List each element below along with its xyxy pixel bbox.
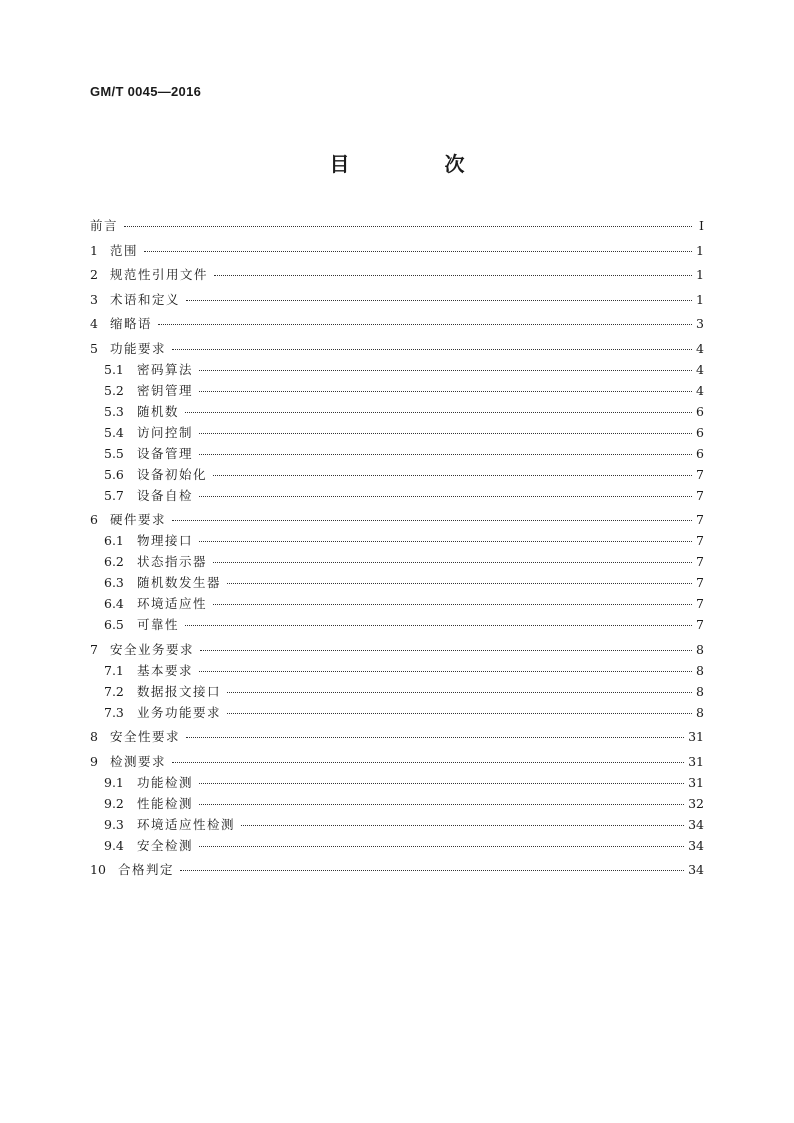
- toc-entry-page-number: 34: [688, 837, 704, 853]
- toc-section-entry[interactable]: [90, 215, 704, 236]
- toc-subsection-entry[interactable]: [90, 422, 704, 443]
- toc-entry-label: 检测要求: [110, 753, 167, 769]
- dot-leader: [213, 604, 692, 605]
- dot-leader: [199, 671, 692, 672]
- toc-entry-number: 5.2: [104, 382, 124, 398]
- toc-entry-label: 随机数: [137, 403, 180, 419]
- toc-entry-page-number: 6: [696, 403, 704, 419]
- toc-subsection-entry[interactable]: [90, 551, 704, 572]
- toc-subsection-entry[interactable]: [90, 359, 704, 380]
- dot-leader: [180, 870, 684, 871]
- toc-entry-page-number: 8: [696, 641, 704, 657]
- toc-entry-page-number: 31: [688, 753, 704, 769]
- toc-entry-number: 5.1: [104, 361, 124, 377]
- page-title: 目 次: [329, 152, 509, 176]
- toc-entry-label: 安全检测: [137, 837, 194, 853]
- toc-entry-label: 功能要求: [110, 340, 167, 356]
- toc-entry-label: 设备管理: [137, 445, 194, 461]
- toc-entry-page-number: 7: [696, 596, 704, 611]
- toc-entry-label: 规范性引用文件: [110, 267, 209, 282]
- toc-entry-label: 合格判定: [118, 862, 175, 877]
- dot-leader: [227, 692, 692, 693]
- toc-entry-label: 密钥管理: [137, 382, 194, 398]
- dot-leader: [185, 412, 692, 413]
- toc-entry-page-number: 6: [696, 445, 704, 461]
- toc-entry-number: 6.4: [104, 596, 124, 611]
- dot-leader: [213, 475, 692, 476]
- toc-entry-page-number: 1: [696, 242, 704, 258]
- dot-leader: [185, 625, 692, 626]
- toc-entry-number: 3: [90, 291, 98, 307]
- dot-leader: [124, 226, 692, 227]
- toc-entry-number: 9.3: [104, 816, 124, 832]
- toc-entry-number: 5.7: [104, 487, 124, 503]
- toc-subsection-entry[interactable]: [90, 464, 704, 485]
- document-code: GM/T 0045—2016: [90, 84, 202, 99]
- toc-entry-page-number: 7: [696, 617, 704, 632]
- toc-subsection-entry[interactable]: [90, 772, 704, 793]
- toc-entry-label: 安全业务要求: [110, 641, 195, 657]
- toc-entry-page-number: 3: [696, 316, 704, 331]
- toc-entry-label: 数据报文接口: [137, 683, 222, 699]
- dot-leader: [199, 541, 692, 542]
- toc-section-entry[interactable]: [90, 240, 704, 261]
- toc-entry-number: 4: [90, 316, 98, 331]
- dot-leader: [199, 433, 692, 434]
- dot-leader: [199, 846, 684, 847]
- toc-entry-label: 密码算法: [137, 361, 194, 377]
- toc-entry-number: 7: [90, 641, 98, 657]
- toc-entry-page-number: 4: [696, 382, 704, 398]
- toc-entry-number: 7.1: [104, 662, 124, 678]
- toc-section-entry[interactable]: [90, 264, 704, 285]
- toc-entry-label: 物理接口: [137, 533, 194, 548]
- toc-entry-page-number: 7: [696, 575, 704, 590]
- toc-subsection-entry[interactable]: [90, 485, 704, 506]
- toc-entry-number: 1: [90, 242, 98, 258]
- toc-entry-number: 5.5: [104, 445, 124, 461]
- toc-entry-number: 5.6: [104, 466, 124, 482]
- toc-entry-page-number: 31: [688, 729, 704, 744]
- toc-entry-number: 7.3: [104, 704, 124, 720]
- toc-subsection-entry[interactable]: [90, 793, 704, 814]
- toc-entry-label: 术语和定义: [110, 291, 181, 307]
- toc-subsection-entry[interactable]: [90, 593, 704, 614]
- toc-subsection-entry[interactable]: [90, 614, 704, 635]
- toc-entry-page-number: I: [699, 218, 704, 233]
- toc-entry-page-number: 7: [696, 466, 704, 482]
- toc-entry-label: 前言: [90, 218, 119, 233]
- toc-entry-label: 安全性要求: [110, 729, 181, 744]
- toc-entry-label: 缩略语: [110, 316, 153, 331]
- toc-entry-page-number: 31: [688, 774, 704, 790]
- toc-subsection-entry[interactable]: [90, 702, 704, 723]
- dot-leader: [199, 804, 684, 805]
- dot-leader: [227, 713, 692, 714]
- toc-entry-number: 9.1: [104, 774, 124, 790]
- dot-leader: [172, 520, 692, 521]
- toc-entry-number: 5.3: [104, 403, 124, 419]
- toc-entry-number: 6: [90, 512, 98, 527]
- toc-entry-label: 环境适应性: [137, 596, 208, 611]
- toc-entry-label: 范围: [110, 242, 139, 258]
- toc-entry-page-number: 7: [696, 512, 704, 527]
- dot-leader: [227, 583, 692, 584]
- toc-subsection-entry[interactable]: [90, 401, 704, 422]
- toc-entry-label: 环境适应性检测: [137, 816, 236, 832]
- toc-entry-label: 状态指示器: [137, 554, 208, 569]
- toc-section-entry[interactable]: [90, 859, 704, 880]
- toc-entry-label: 硬件要求: [110, 512, 167, 527]
- toc-entry-number: 7.2: [104, 683, 124, 699]
- toc-entry-number: 9.2: [104, 795, 124, 811]
- dot-leader: [158, 324, 692, 325]
- dot-leader: [172, 762, 684, 763]
- toc-entry-page-number: 4: [696, 340, 704, 356]
- dot-leader: [186, 300, 692, 301]
- dot-leader: [199, 496, 692, 497]
- dot-leader: [199, 783, 684, 784]
- toc-subsection-entry[interactable]: [90, 681, 704, 702]
- dot-leader: [199, 391, 692, 392]
- dot-leader: [172, 349, 692, 350]
- toc-entry-number: 5: [90, 340, 98, 356]
- toc-section-entry[interactable]: [90, 509, 704, 530]
- toc-entry-label: 可靠性: [137, 617, 180, 632]
- toc-entry-number: 6.2: [104, 554, 124, 569]
- toc-subsection-entry[interactable]: [90, 380, 704, 401]
- dot-leader: [241, 825, 684, 826]
- toc-entry-page-number: 4: [696, 361, 704, 377]
- dot-leader: [199, 370, 692, 371]
- toc-section-entry[interactable]: [90, 639, 704, 660]
- dot-leader: [144, 251, 692, 252]
- toc-entry-page-number: 1: [696, 291, 704, 307]
- toc-entry-page-number: 8: [696, 662, 704, 678]
- toc-entry-page-number: 34: [688, 862, 704, 877]
- toc-subsection-entry[interactable]: [90, 814, 704, 835]
- toc-section-entry[interactable]: [90, 338, 704, 359]
- toc-section-entry[interactable]: [90, 726, 704, 747]
- toc-section-entry[interactable]: [90, 289, 704, 310]
- toc-entry-number: 8: [90, 729, 98, 744]
- dot-leader: [214, 275, 692, 276]
- toc-entry-page-number: 32: [688, 795, 704, 811]
- toc-entry-page-number: 7: [696, 533, 704, 548]
- toc-section-entry[interactable]: [90, 751, 704, 772]
- toc-entry-label: 随机数发生器: [137, 575, 222, 590]
- toc-entry-label: 基本要求: [137, 662, 194, 678]
- toc-entry-page-number: 1: [696, 267, 704, 282]
- toc-entry-label: 设备初始化: [137, 466, 208, 482]
- toc-entry-label: 设备自检: [137, 487, 194, 503]
- toc-entry-number: 5.4: [104, 424, 124, 440]
- toc-entry-label: 业务功能要求: [137, 704, 222, 720]
- toc-subsection-entry[interactable]: [90, 443, 704, 464]
- toc-entry-number: 2: [90, 267, 98, 282]
- toc-entry-page-number: 34: [688, 816, 704, 832]
- dot-leader: [213, 562, 692, 563]
- toc-entry-page-number: 7: [696, 554, 704, 569]
- toc-entry-number: 6.5: [104, 617, 124, 632]
- toc-subsection-entry[interactable]: [90, 530, 704, 551]
- table-of-contents: [90, 215, 704, 880]
- toc-entry-page-number: 7: [696, 487, 704, 503]
- toc-entry-number: 9: [90, 753, 98, 769]
- toc-subsection-entry[interactable]: [90, 572, 704, 593]
- toc-subsection-entry[interactable]: [90, 835, 704, 856]
- toc-entry-page-number: 6: [696, 424, 704, 440]
- toc-entry-label: 访问控制: [137, 424, 194, 440]
- toc-entry-label: 性能检测: [137, 795, 194, 811]
- toc-entry-page-number: 8: [696, 704, 704, 720]
- toc-entry-number: 10: [90, 862, 106, 877]
- toc-entry-number: 9.4: [104, 837, 124, 853]
- toc-entry-page-number: 8: [696, 683, 704, 699]
- toc-entry-number: 6.1: [104, 533, 124, 548]
- dot-leader: [186, 737, 684, 738]
- dot-leader: [199, 454, 692, 455]
- toc-section-entry[interactable]: [90, 313, 704, 334]
- dot-leader: [200, 650, 692, 651]
- toc-subsection-entry[interactable]: [90, 660, 704, 681]
- toc-entry-label: 功能检测: [137, 774, 194, 790]
- toc-entry-number: 6.3: [104, 575, 124, 590]
